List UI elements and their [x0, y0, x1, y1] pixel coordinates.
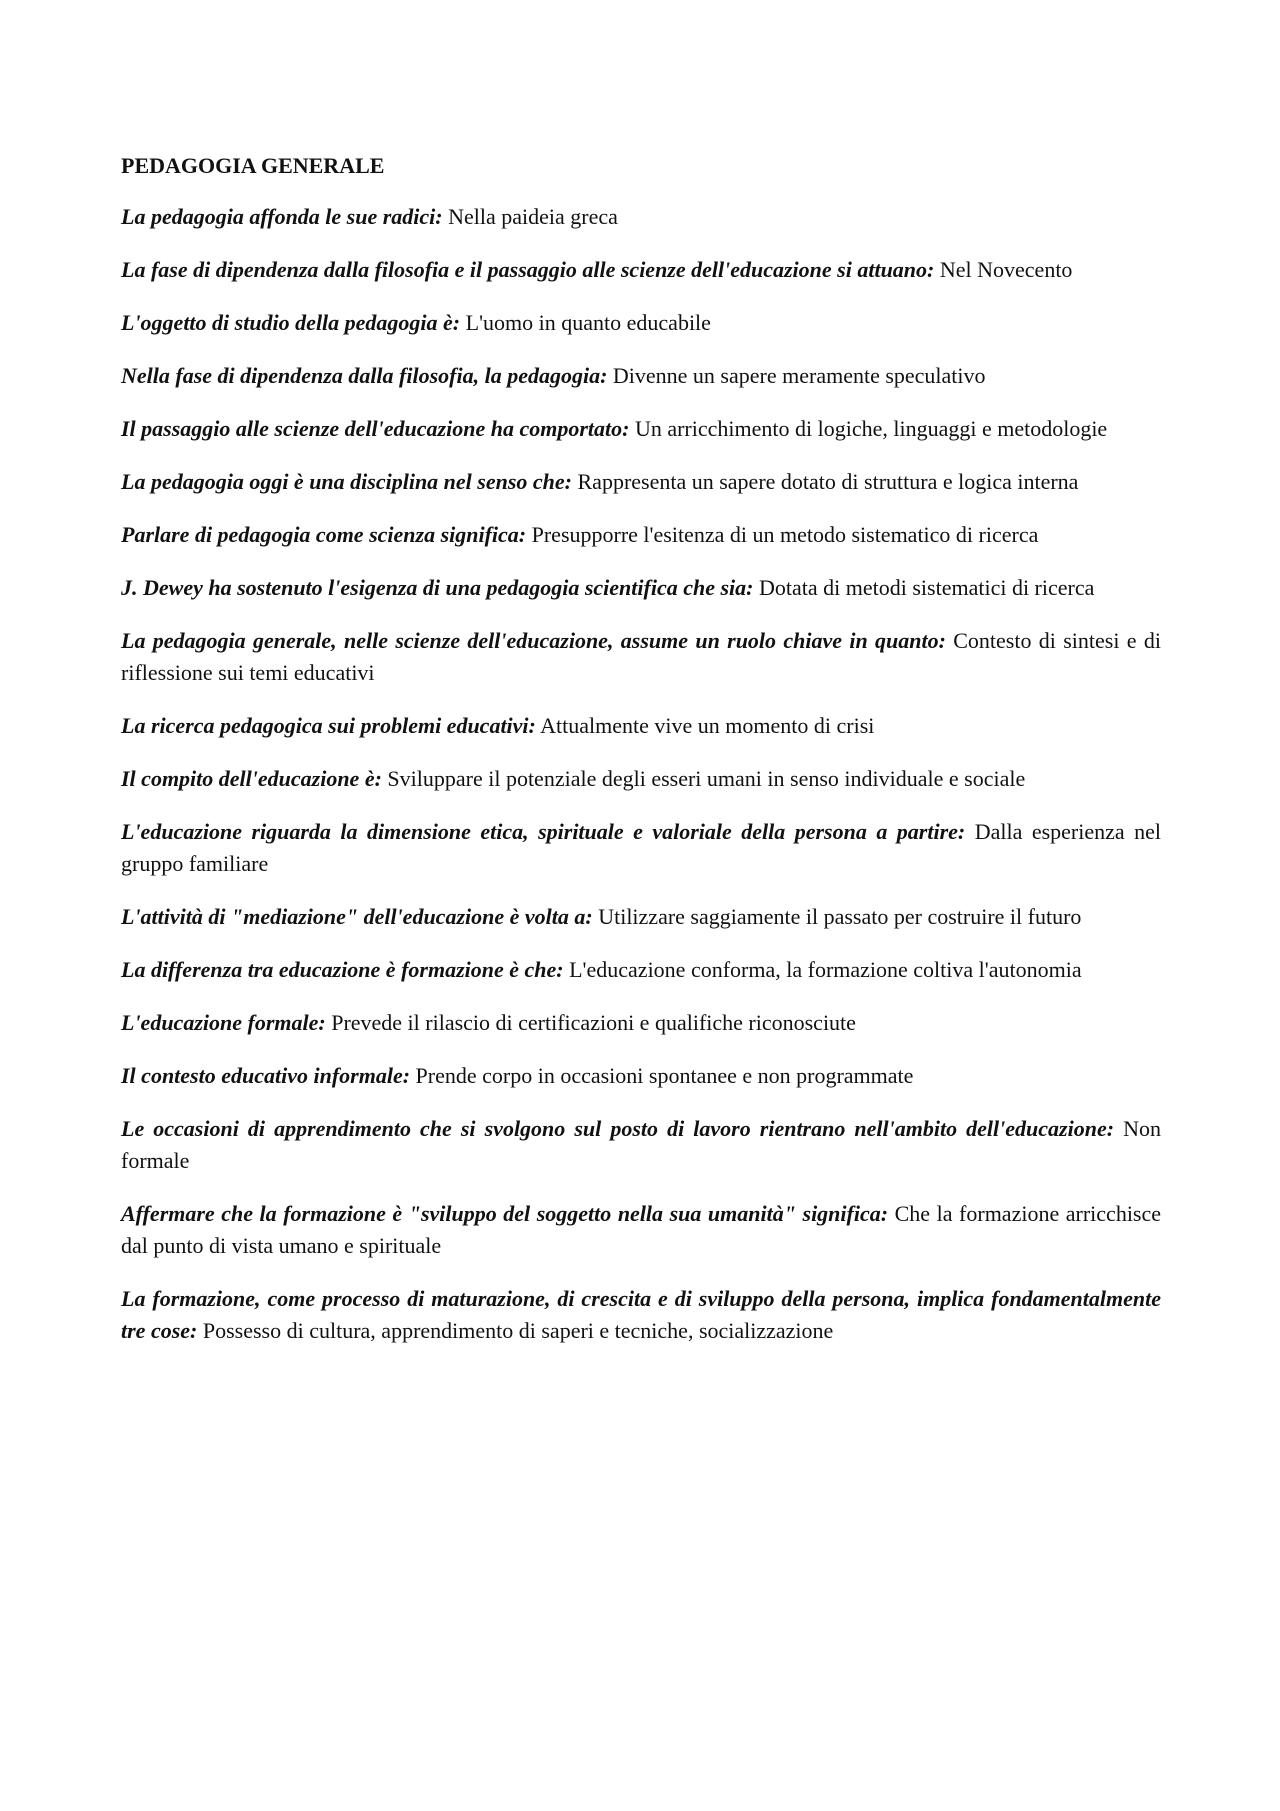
- qa-item: [121, 1113, 1161, 1177]
- question: La pedagogia affonda le sue radici:: [121, 204, 443, 229]
- document-body: [121, 150, 1161, 1368]
- qa-item: [121, 625, 1161, 689]
- question: Il passaggio alle scienze dell'educazione ha comportato:: [121, 416, 630, 441]
- qa-item: [121, 901, 1161, 933]
- qa-item: [121, 710, 1161, 742]
- answer: Nel Novecento: [939, 257, 1073, 282]
- qa-item: [121, 201, 1161, 233]
- question: La fase di dipendenza dalla filosofia e il passaggio alle scienze dell'educazione si attuano:: [121, 257, 935, 282]
- question: L'educazione formale:: [121, 1010, 326, 1035]
- question: Le occasioni di apprendimento che si svolgono sul posto di lavoro rientrano nell'ambito dell'educazione:: [121, 1116, 1115, 1141]
- qa-item: [121, 816, 1161, 880]
- answer: Dalla esperienza nel gruppo familiare: [121, 819, 1162, 876]
- answer: Possesso di cultura, apprendimento di saperi e tecniche, socializzazione: [202, 1318, 834, 1343]
- question: La pedagogia generale, nelle scienze dell'educazione, assume un ruolo chiave in quanto:: [121, 628, 946, 653]
- qa-item: [121, 466, 1161, 498]
- answer: Prevede il rilascio di certificazioni e qualifiche riconosciute: [331, 1010, 856, 1035]
- qa-item: [121, 1283, 1161, 1347]
- question: Affermare che la formazione è "sviluppo del soggetto nella sua umanità" significa:: [121, 1201, 889, 1226]
- qa-item: [121, 360, 1161, 392]
- question: L'oggetto di studio della pedagogia è:: [121, 310, 461, 335]
- answer: Utilizzare saggiamente il passato per costruire il futuro: [598, 904, 1082, 929]
- qa-item: [121, 763, 1161, 795]
- question: L'attività di "mediazione" dell'educazione è volta a:: [121, 904, 593, 929]
- qa-item: [121, 413, 1161, 445]
- answer: Non formale: [121, 1116, 1162, 1173]
- answer: Un arricchimento di logiche, linguaggi e metodologie: [634, 416, 1108, 441]
- question: Il contesto educativo informale:: [121, 1063, 411, 1088]
- question: Il compito dell'educazione è:: [121, 766, 382, 791]
- answer: Presupporre l'esitenza di un metodo sistematico di ricerca: [531, 522, 1039, 547]
- qa-item: [121, 254, 1161, 286]
- answer: Attualmente vive un momento di crisi: [540, 713, 875, 738]
- question: La formazione, come processo di maturazione, di crescita e di sviluppo della persona, implica fondamentalmente tre cose:: [121, 1286, 1161, 1343]
- question: La pedagogia oggi è una disciplina nel senso che:: [121, 469, 572, 494]
- question: Nella fase di dipendenza dalla filosofia, la pedagogia:: [121, 363, 608, 388]
- question: La differenza tra educazione è formazione è che:: [121, 957, 564, 982]
- qa-item: [121, 1060, 1161, 1092]
- qa-item: [121, 572, 1161, 604]
- answer: Contesto di sintesi e di riflessione sui temi educativi: [121, 628, 1161, 685]
- question: Parlare di pedagogia come scienza significa:: [121, 522, 527, 547]
- answer: Che la formazione arricchisce dal punto di vista umano e spirituale: [121, 1201, 1162, 1258]
- answer: L'educazione conforma, la formazione coltiva l'autonomia: [569, 957, 1082, 982]
- answer: Divenne un sapere meramente speculativo: [612, 363, 986, 388]
- page-title: PEDAGOGIA GENERALE: [121, 153, 385, 178]
- answer: Dotata di metodi sistematici di ricerca: [759, 575, 1095, 600]
- question: L'educazione riguarda la dimensione etica, spirituale e valoriale della persona a partire:: [121, 819, 966, 844]
- answer: Sviluppare il potenziale degli esseri umani in senso individuale e sociale: [387, 766, 1026, 791]
- question: La ricerca pedagogica sui problemi educativi:: [121, 713, 536, 738]
- question: J. Dewey ha sostenuto l'esigenza di una pedagogia scientifica che sia:: [121, 575, 754, 600]
- qa-item: [121, 307, 1161, 339]
- qa-item: [121, 954, 1161, 986]
- answer: Rappresenta un sapere dotato di struttura e logica interna: [577, 469, 1079, 494]
- answer: Prende corpo in occasioni spontanee e non programmate: [415, 1063, 914, 1088]
- qa-item: [121, 1198, 1161, 1262]
- qa-item: [121, 519, 1161, 551]
- qa-item: [121, 1007, 1161, 1039]
- answer: Nella paideia greca: [448, 204, 618, 229]
- answer: L'uomo in quanto educabile: [465, 310, 711, 335]
